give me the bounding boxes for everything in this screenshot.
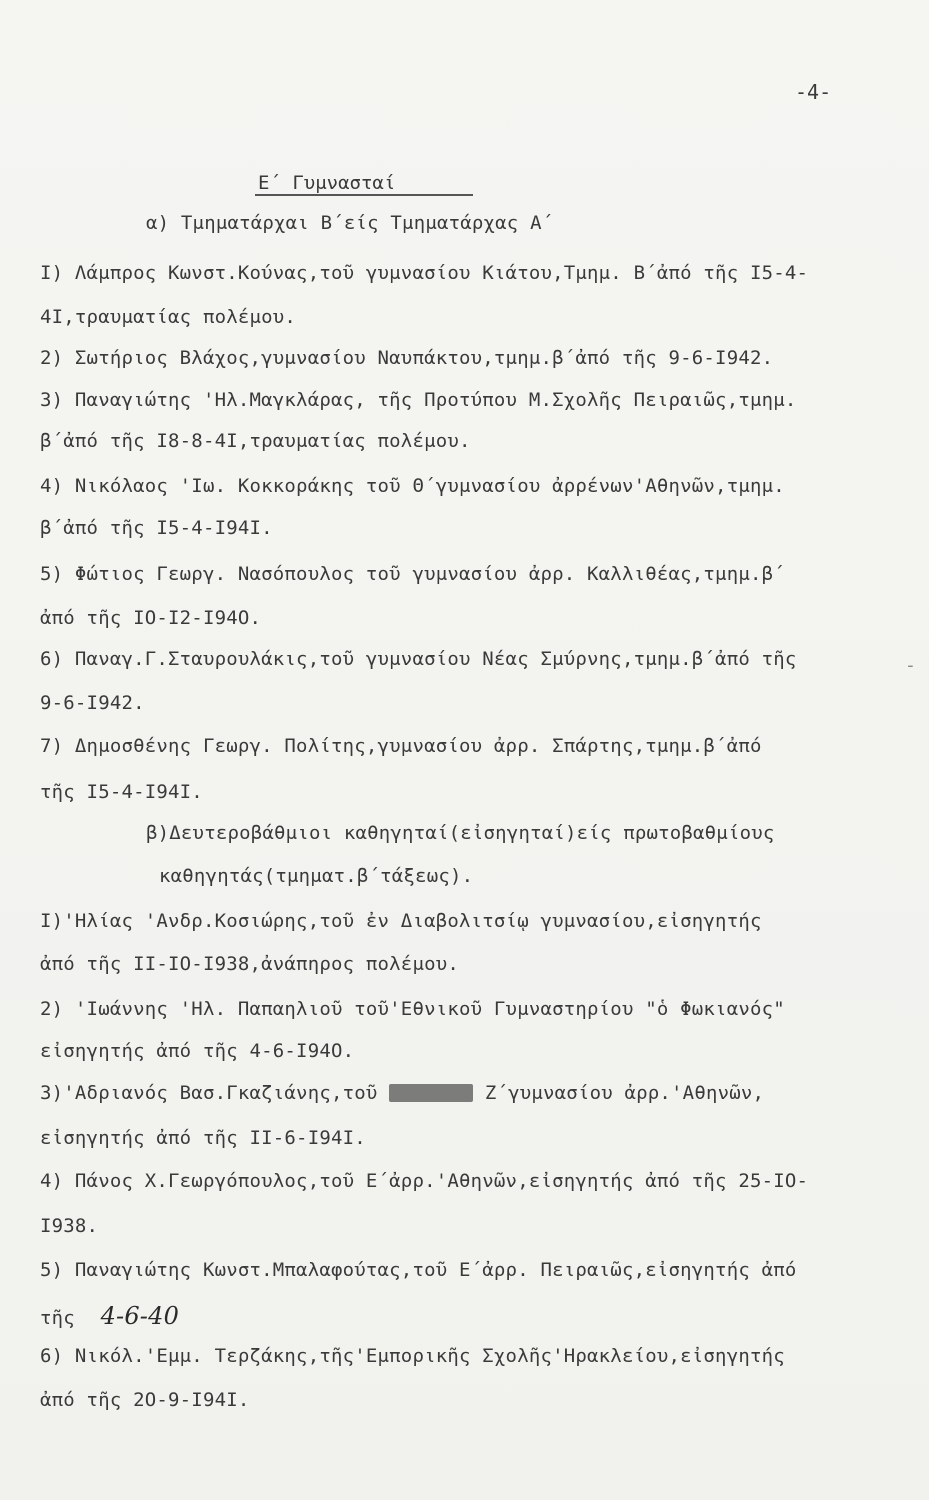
text-line: 4) Πάνος Χ.Γεωργόπουλος,τοῦ Ε΄ἀρρ.'Αθηνῶν,εἰσηγητής ἀπό τῆς 25-IO- [40, 1170, 809, 1192]
subsection-a-title: α) Τμηματάρχαι Β΄είς Τμηματάρχας Α΄ [146, 212, 554, 234]
text-line: I) Λάμπρος Κωνστ.Κούνας,τοῦ γυμνασίου Κιάτου,Τμημ. Β΄ἀπό τῆς I5-4- [40, 262, 809, 284]
text-line: ἀπό τῆς II-IO-I938,ἀνάπηρος πολέμου. [40, 953, 460, 975]
text-line: 2) 'Ιωάννης 'Ηλ. Παπαηλιοῦ τοῦ'Εθνικοῦ Γυμναστηρίου "ὁ Φωκιανός" [40, 998, 785, 1020]
page-number: -4- [795, 80, 832, 104]
text-line: εἰσηγητής ἀπό τῆς II-6-I94I. [40, 1127, 366, 1149]
text-line: 3) Παναγιώτης 'Ηλ.Μαγκλάρας, τῆς Προτύπου Μ.Σχολῆς Πειραιῶς,τμημ. [40, 389, 797, 411]
margin-mark: - [905, 655, 916, 676]
subsection-b-title-cont: καθηγητάς(τμηματ.β΄τάξεως). [159, 865, 474, 887]
text-line-handwritten-date [40, 1302, 179, 1330]
text-line: β΄ἀπό τῆς I5-4-I94I. [40, 517, 273, 539]
text-line: I)'Ηλίας 'Ανδρ.Κοσιώρης,τοῦ ἐν Διαβολιτσίῳ γυμνασίου,εἰσηγητής [40, 910, 762, 932]
text-line: 4I,τραυματίας πολέμου. [40, 306, 297, 328]
text-line: 6) Νικόλ.'Εμμ. Τερζάκης,τῆς'Εμπορικῆς Σχολῆς'Ηρακλείου,εἰσηγητής [40, 1345, 785, 1367]
text-segment: Ζ΄γυμνασίου ἀρρ.'Αθηνῶν, [484, 1082, 765, 1104]
text-segment: τῆς [40, 1307, 75, 1329]
text-segment: 3)'Αδριανός Βασ.Γκαζιάνης,τοῦ [40, 1082, 378, 1104]
text-line: 7) Δημοσθένης Γεωργ. Πολίτης,γυμνασίου ἀρρ. Σπάρτης,τμημ.β΄ἀπό [40, 735, 762, 757]
text-line: ἀπό τῆς IO-I2-I94O. [40, 607, 262, 629]
text-line-with-redaction [40, 1082, 764, 1104]
text-line: ἀπό τῆς 2O-9-I94I. [40, 1389, 250, 1411]
overstrike-blot [389, 1084, 473, 1102]
handwritten-date: 4-6-40 [100, 1302, 180, 1330]
text-line: 2) Σωτήριος Βλάχος,γυμνασίου Ναυπάκτου,τμημ.β΄ἀπό τῆς 9-6-I942. [40, 347, 774, 369]
text-line: τῆς I5-4-I94I. [40, 781, 203, 803]
text-line: 9-6-I942. [40, 692, 145, 714]
text-line: εἰσηγητής ἀπό τῆς 4-6-I94O. [40, 1040, 355, 1062]
text-line: β΄ἀπό τῆς I8-8-4I,τραυματίας πολέμου. [40, 430, 471, 452]
text-line: 4) Νικόλαος 'Ιω. Κοκκοράκης τοῦ Θ΄γυμνασίου ἀρρένων'Αθηνῶν,τμημ. [40, 475, 785, 497]
text-line: I938. [40, 1215, 99, 1237]
text-line: 6) Παναγ.Γ.Σταυρουλάκις,τοῦ γυμνασίου Νέας Σμύρνης,τμημ.β΄ἀπό τῆς [40, 648, 797, 670]
text-line: 5) Φώτιος Γεωργ. Νασόπουλος τοῦ γυμνασίου ἀρρ. Καλλιθέας,τμημ.β΄ [40, 563, 785, 585]
heading-underline [255, 194, 473, 196]
subsection-b-title: β)Δευτεροβάθμιοι καθηγηταί(εἰσηγηταί)είς πρωτοβαθμίους [146, 822, 775, 844]
section-heading: Ε΄ Γυμνασταί [258, 172, 396, 194]
text-line: 5) Παναγιώτης Κωνστ.Μπαλαφούτας,τοῦ Ε΄ἀρρ. Πειραιῶς,εἰσηγητής ἀπό [40, 1259, 797, 1281]
